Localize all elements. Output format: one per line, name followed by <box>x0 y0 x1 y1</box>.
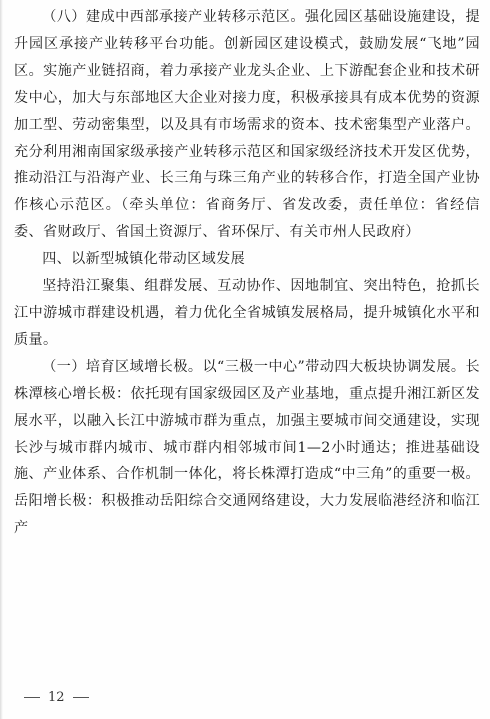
page-footer <box>24 690 89 705</box>
paragraph-subsection-1: （一）培育区域增长极。以“三极一中心”带动四大板块协调发展。长株潭核心增长极：依托现有国家级园区及产业基地，重点提升湘江新区发展水平，以融入长江中游城市群为重点，加强主要城市间交通建设，实现长沙与城市群内城市、城市群内相邻城市间1—2小时通达；推进基础设施、产业体系、合作机制一体化，将长株潭打造成“中三角”的重要一极。岳阳增长极：积极推动岳阳综合交通网络建设，大力发展临港经济和临江产 <box>14 358 480 537</box>
scan-edge <box>0 0 3 719</box>
paragraph-section-8: （八）建成中西部承接产业转移示范区。强化园区基础设施建设，提升园区承接产业转移平台功能。创新园区建设模式，鼓励发展“飞地”园区。实施产业链招商，着力承接产业龙头企业、上下游配套企业和技术研发中心，加大与东部地区大企业对接力度，积极承接具有成本优势的资源加工型、劳动密集型，以及具有市场需求的资本、技术密集型产业落户。充分利用湘南国家级承接产业转移示范区和国家级经济技术开发区优势，推动沿江与沿海产业、长三角与珠三角产业的转移合作，打造全国产业协作核心示范区。（牵头单位：省商务厅、省发改委，责任单位：省经信委、省财政厅、省国土资源厅、省环保厅、有关市州人民政府） <box>14 9 480 241</box>
page-number: 12 <box>48 690 65 705</box>
footer-dash-right <box>73 697 89 698</box>
footer-dash-left <box>24 697 40 698</box>
section-heading-4: 四、以新型城镇化带动区域发展 <box>42 251 246 268</box>
paragraph-section-4-intro: 坚持沿江聚集、组群发展、互动协作、因地制宜、突出特色，抢抓长江中游城市群建设机遇，着力优化全省城镇发展格局，提升城镇化水平和质量。 <box>14 278 480 348</box>
document-body <box>14 4 480 542</box>
